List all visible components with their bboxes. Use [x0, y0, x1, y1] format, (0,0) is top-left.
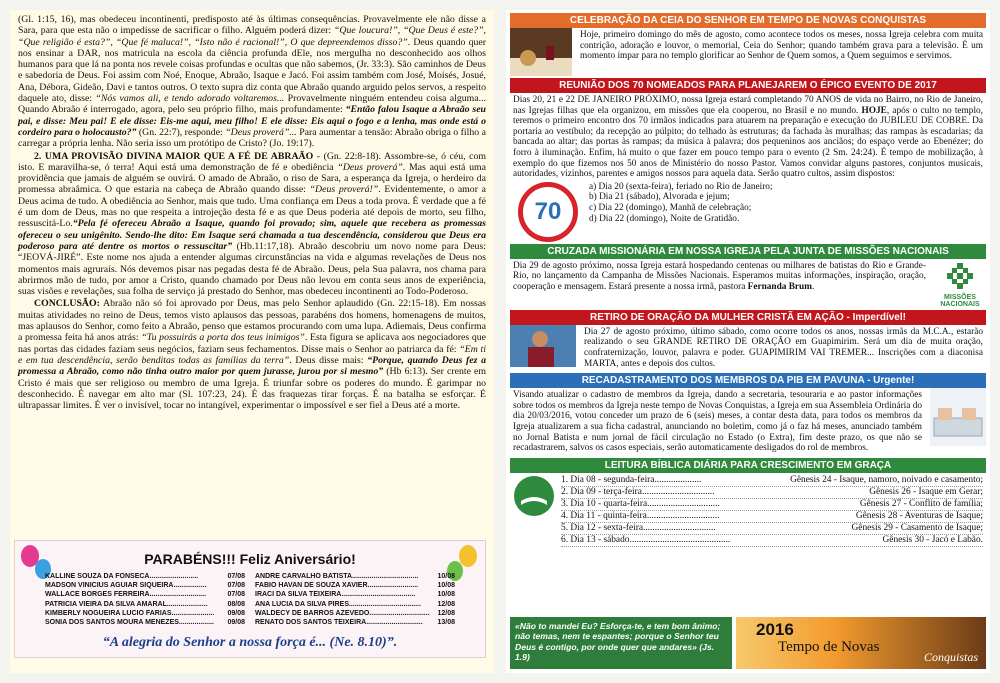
sermon-paragraph: 2. UMA PROVISÃO DIVINA MAIOR QUE A FÉ DE ABRAÃO - (Gn. 22:8-18). Assombre-se, ó céu, com isto. E maravilha-se, ó terra! Aqui está uma demonstração de fé e obediência “Deus proverá”. Mas aqui está uma providência que jamais de alguém se ouvirá. O amado de Abraão, o riso de Sara, a esperança da Igreja, o herdeiro da promessa abraâmica. O que estaria na cabeça de Abraão quando disse: “Deus proverá!”. Evidentemente, o amor a Deus acima de tudo. A obediência ao Senhor, mais que tudo. Uma confiança em Deus a toda prova. É verdade que a fé é um dom de Deus, mas no que respeita a introjeção desta fé e as que Deus poderia até depois de morto, seu filho, ressuscitá-Lo.“Pela fé ofereceu Abraão a Isaque, quando foi provado; sim, aquele que recebera as promessas ofereceu o seu unigênito. Sendo-lhe dito: Em Isaque será chamada a tua descendência, considerou que Deus era poderoso para até dentre os mortos o ressuscitar” (Hb.11:17,18). Abraão descobriu um novo nome para Deus: “JEOVÁ-JIRÉ”. Este nome nos ajuda a entender algumas circunstâncias na vida e algumas revelações de Deus nos momentos mais agruraís. Nós devemos pisar nas pegadas desta fé de Abraão. Deus, pela Sua palavra, nos chama para abrirmos mão de tudo, por amor a Cristo, quando chamado por Deus não levou em conta seus anos de experiência, suas visões e revelações, sua folha de serviço já prestado do Senhor, mas obedeceu incontinenti ao Todo-Poderoso.: [18, 150, 486, 298]
birthday-date: 07/08: [227, 591, 245, 599]
reading-day: 3. Dia 10 - quarta-feira...............................: [561, 498, 720, 509]
birthday-name: ANA LUCIA DA SILVA PIRES.....................................: [255, 600, 421, 608]
footer-banner: [736, 617, 986, 669]
birthday-title: PARABÉNS!!! Feliz Aniversário!: [144, 551, 356, 567]
section-title: RETIRO DE ORAÇÃO DA MULHER CRISTÃ EM AÇÃO - Imperdível!: [510, 310, 986, 325]
birthday-row: [45, 600, 245, 609]
reading-reference: Gênesis 26 - Isaque em Gerar;: [869, 486, 983, 497]
birthday-list: [45, 572, 455, 627]
woman-praying-image: [510, 325, 576, 367]
service-item: a) Dia 20 (sexta-feira), feriado no Rio de Janeiro;: [589, 181, 773, 192]
birthday-date: 10/08: [437, 582, 455, 590]
reading-row: [561, 487, 983, 499]
birthday-name: IRACI DA SILVA TEIXEIRA......................................: [255, 591, 416, 599]
reading-row: [561, 511, 983, 523]
section-title: CELEBRAÇÃO DA CEIA DO SENHOR EM TEMPO DE NOVAS CONQUISTAS: [510, 13, 986, 28]
right-page: [506, 10, 990, 673]
sermon-text: [18, 14, 486, 411]
birthday-row: [255, 590, 455, 599]
birthday-row: [45, 618, 245, 627]
left-page: [10, 10, 494, 673]
section-leitura: [510, 458, 986, 550]
seventy-years-logo: 70: [518, 182, 578, 242]
service-item: d) Dia 22 (domingo), Noite de Gratidão.: [589, 213, 740, 224]
section-title: REUNIÃO DOS 70 NOMEADOS PARA PLANEJAREM O ÉPICO EVENTO DE 2017: [510, 78, 986, 93]
birthday-name: FABIO HAVAN DE SOUZA XAVIER..........................: [255, 582, 419, 590]
reading-day: 2. Dia 09 - terça-feira...............................: [561, 486, 715, 497]
section-text: Dia 29 de agosto próximo, nossa Igreja estará hospedando centenas ou milhares de batistas do Rio e Grande-Rio, no lançamento da Campanha de Missões Nacionais. Esperamos muitas informações, inspiração, oração, cooperação e mensagem. Estará presente a nossa irmã, pastora Fernanda Brum.: [513, 260, 926, 292]
section-ceia: [510, 13, 986, 76]
section-title: LEITURA BÍBLICA DIÁRIA PARA CRESCIMENTO EM GRAÇA: [510, 458, 986, 473]
cross-pattern-icon: [947, 263, 973, 289]
birthday-date: 09/08: [227, 609, 245, 617]
service-item: c) Dia 22 (domingo), Manhã de celebração;: [589, 202, 752, 213]
reading-row: [561, 475, 983, 487]
logo-label: MISSÕES NACIONAIS: [940, 293, 980, 308]
section-title: CRUZADA MISSIONÁRIA EM NOSSA IGREJA PELA JUNTA DE MISSÕES NACIONAIS: [510, 244, 986, 259]
birthday-name: KIMBERLY NOGUEIRA LUCIO FARIAS......................: [45, 609, 215, 617]
birthday-row: [45, 590, 245, 599]
birthday-box: [14, 540, 486, 658]
birthday-row: [45, 581, 245, 590]
section-cruzada: [510, 244, 986, 308]
birthday-row: [255, 581, 455, 590]
birthday-date: 12/08: [437, 609, 455, 617]
reading-reference: Gênesis 28 - Aventuras de Isaque;: [855, 510, 983, 521]
birthday-date: 13/08: [437, 619, 455, 627]
birthday-name: ANDRE CARVALHO BATISTA..................................: [255, 573, 419, 580]
section-text: Dia 27 de agosto próximo, último sábado, como ocorre todos os anos, nossas irmãs da M.C.A., estarão realizando o seu GRANDE RETIRO DE ORAÇÃO em Guapimirim. Será um dia de muita oração, confraternização, louvor, palavra e poder. GUAPIMIRIM VAI TREMER... Inscrições com a diaconisa MARTA, antes e depois dos cultos.: [584, 326, 983, 369]
reading-day: 4. Dia 11 - quinta-feira...............................: [561, 510, 720, 521]
birthday-row: [255, 618, 455, 627]
service-item: b) Dia 21 (sábado), Alvorada e jejum;: [589, 192, 730, 203]
section-title: RECADASTRAMENTO DOS MEMBROS DA PIB EM PAVUNA - Urgente!: [510, 373, 986, 388]
birthday-date: 10/08: [437, 591, 455, 599]
reading-day: 1. Dia 08 - segunda-feira....................: [561, 474, 702, 485]
birthday-name: SONIA DOS SANTOS MOURA MENEZES..................: [45, 619, 214, 627]
sermon-paragraph: (Gl. 1:15, 16), mas obedeceu incontinenti, predisposto até às últimas consequências. Provavelmente ele não disse a Sara, para que esta não o impedisse de sacrificar o filho. Alguém poderá dizer: “Que loucura!”, “Que Deus é este?”, “Que religião é esta?”, “Que fé maluca!”, “Isto não é racional!”, O que depreendemos disso?”. Deus quando quer nos ensinar a DAR, nos matricula na escola da ciência profunda dEle, nos mergulha no desconhecido aos olhos humanos para que lá na ponta nos revele coisas profundas e ocultas que não sabemos, (Jr. 33:3). São caminhos de Deus e sabedoria de Deus. Foi assim com Noé, Enoque, Abraão, Isaque e Jacó. Foi assim também com José, Moisés, Josué, Ana, Débora, Gideão, Davi e tantos outros. O texto supra diz conta que Abraão quando arguido pelos servos, a respeito daquele ato, disse: “Nós vamos ali, e tendo adorado voltaremos... Provavelmente ninguém entendeu coisa alguma... Quando Abraão é interrogado, agora, pelo seu próprio filho, mais profundamente: “Então falou Isaque a Abraão seu pai, e disse: Meu pai! E ele disse: Eis-me aqui, meu filho! E ele disse: Eis aqui o fogo e a lenha, mas onde está o cordeiro para o holocausto?” (Gn. 22:7), responde: “Deus proverá”... Para aumentar a tensão: Abraão obriga o filho a carregar a própria lenha. Não seria isso um protótipo de Cristo? (Jo. 19:17).: [18, 14, 486, 150]
birthday-date: 09/08: [227, 619, 245, 627]
birthday-date: 07/08: [227, 582, 245, 590]
section-text: Hoje, primeiro domingo do mês de agosto, como acontece todos os meses, nossa Igreja celebra com muita contrição, adoração e louvor, o memorial, Ceia do Senhor; quando também grava para a televisão. É um momento ímpar para no templo glorificar ao Senhor de Quem somos, a Quem seguimos e servimos.: [580, 30, 983, 62]
reading-reference: Gênesis 27 - Conflito de família;: [859, 498, 983, 509]
birthday-date: 07/08: [227, 573, 245, 580]
birthday-name: WALDECY DE BARROS AZEVEDO...............................: [255, 609, 430, 617]
reading-reference: Gênesis 30 - Jacó e Labão.: [882, 535, 983, 546]
reading-day: 6. Dia 13 - sábado...........................................: [561, 535, 731, 546]
birthday-row: [255, 572, 455, 581]
reading-row: [561, 535, 983, 547]
missoes-nacionais-logo: [934, 259, 986, 308]
birthday-row: [255, 600, 455, 609]
communion-image: [510, 28, 572, 76]
bible-icon: [513, 475, 555, 517]
birthday-date: 10/08: [437, 573, 455, 580]
birthday-name: RENATO DOS SANTOS TEIXEIRA.............................: [255, 619, 423, 627]
birthday-row: [45, 572, 245, 581]
reading-row: [561, 499, 983, 511]
section-text: Dias 20, 21 e 22 DE JANEIRO PRÓXIMO, nossa Igreja estará completando 70 ANOS de vida no Bairro, no Rio de Janeiro, nas Igrejas filhas que ela organizou, em missões que ela cooperou, no Brasil e no mundo. HOJE, após o culto no templo, teremos o primeiro encontro dos 70 irmãos indicados para atuarem na preparação e execução do JUBILEU DE COBRE. Da portaria ao vestíbulo; da recepção ao púlpito; do telhado às estruturas; da fachada às muralhas; das rampas às escadarias; da bancada ao altar; das portas às rampas; da música à palavra; dos pequeninos aos anciãos; do espaço verde ao Ebenézer; do forro à iluminação. Enfim, há muito o que fazer em pouco tempo para o evento (2 Sm. 24:24). É tempo de mobilização, à exemplo do que fizemos nos 50 anos de Ministério do nosso Pastor. Vamos convidar alguns pastores, conjuntos musicais, autoridades, vizinhos, parentes e amigos nossos para aquela data. Serão quatro cultos, assim dispostos:: [513, 95, 983, 180]
section-retiro: [510, 310, 986, 371]
footer-conquistas: Conquistas: [923, 650, 978, 664]
birthday-name: WALLACE BORGES FERREIRA.............................: [45, 591, 207, 599]
reading-row: [561, 523, 983, 535]
section-recadastramento: [510, 373, 986, 456]
birthday-column: [255, 572, 455, 627]
keyboard-hands-image: [930, 388, 986, 446]
birthday-date: 12/08: [437, 600, 455, 608]
sermon-paragraph: CONCLUSÃO: Abraão não só foi aprovado por Deus, mas pelo Senhor aplaudido (Gn. 22:15-18). Em nossas muitas atividades no reino de Deus, temos visto aplausos das pessoas, parabéns dos homens, homenagens de muitos, mas aplausos do Senhor, como feito a Abraão, penso que estamos procurando com uma lupa. Adiemais, Deus confirma a promessa feita há anos atrás: “Tu possuirás a porta dos teus inimigos”. Esta figura se aplicava aos negociadores que nas portas das cidades faziam seus negócios, faziam seus fechamentos. Disse mais o Senhor ao patriarca da fé: “Em ti e em tua descendência, serão benditas todas as famílias da terra”. Deus disse mais: “Porque, quando Deus fez a promessa a Abraão, como não tinha outro maior por quem jurasse, jurou por si mesmo” (Hb 6:13). Ser crente em Cristo é mais que ser religioso ou membro de uma Igreja. É triunfar sobre os poderes do mundo. É garimpar no desconhecido. É navegar em alto mar (Sl. 107:23, 24). É das fraquezas tirar forças. É na batalha se esforçar. É ultrapassar limites. É ver o invisível, tocar no intangível, experimentar o impossível e ser fiel a Deus até a morte.: [18, 298, 487, 412]
reading-reference: Gênesis 29 - Casamento de Isaque;: [851, 523, 983, 534]
birthday-verse: “A alegria do Senhor a nossa força é... (Ne. 8.10)”.: [102, 635, 398, 650]
birthday-name: PATRICIA VIEIRA DA SILVA AMARAL.....................: [45, 600, 208, 608]
footer-quote: «Não to mandei Eu? Esforça-te, e tem bom ânimo; não temas, nem te espantes; porque o Senhor teu Deus é contigo, por onde quer que andares» (Js. 1.9): [510, 617, 732, 669]
footer-tempo: Tempo de Novas: [778, 639, 880, 655]
birthday-column: [45, 572, 245, 627]
reading-day: 5. Dia 12 - sexta-feira...............................: [561, 523, 716, 534]
reading-list: [561, 475, 983, 548]
section-text: Visando atualizar o cadastro de membros da Igreja, dando a secretaria, tesouraria e ao pastor informações sobre todos os membros da Igreja neste tempo de Novas Conquistas, a Igreja em sua Assembleia Ordinária do dia 20/03/2016, votou conceder um prazo de 6 (seis) meses, a contar desta data, para todos os membros da Igreja atualizarem a sua ficha cadastral, anunciando no boletim, como já o faz há meses, anunciado também no Jornal Batista e num jornal de fácil circulação no Estado (o Extra), fim deste prazo, os que não se recadastrarem, salvos os casos especiais, serão automaticamente desligados do rol de membros.: [513, 390, 922, 454]
birthday-row: [255, 609, 455, 618]
birthday-name: MADSON VINICIUS AGUIAR SIQUEIRA.................: [45, 582, 207, 590]
reading-reference: Gênesis 24 - Isaque, namoro, noivado e casamento;: [790, 474, 983, 485]
footer: [510, 617, 986, 669]
footer-year: 2016: [756, 620, 794, 639]
birthday-row: [45, 609, 245, 618]
section-reuniao: [510, 78, 986, 242]
birthday-name: KALLINE SOUZA DA FONSECA.........................: [45, 573, 199, 580]
birthday-date: 08/08: [227, 600, 245, 608]
service-list: [589, 182, 773, 242]
